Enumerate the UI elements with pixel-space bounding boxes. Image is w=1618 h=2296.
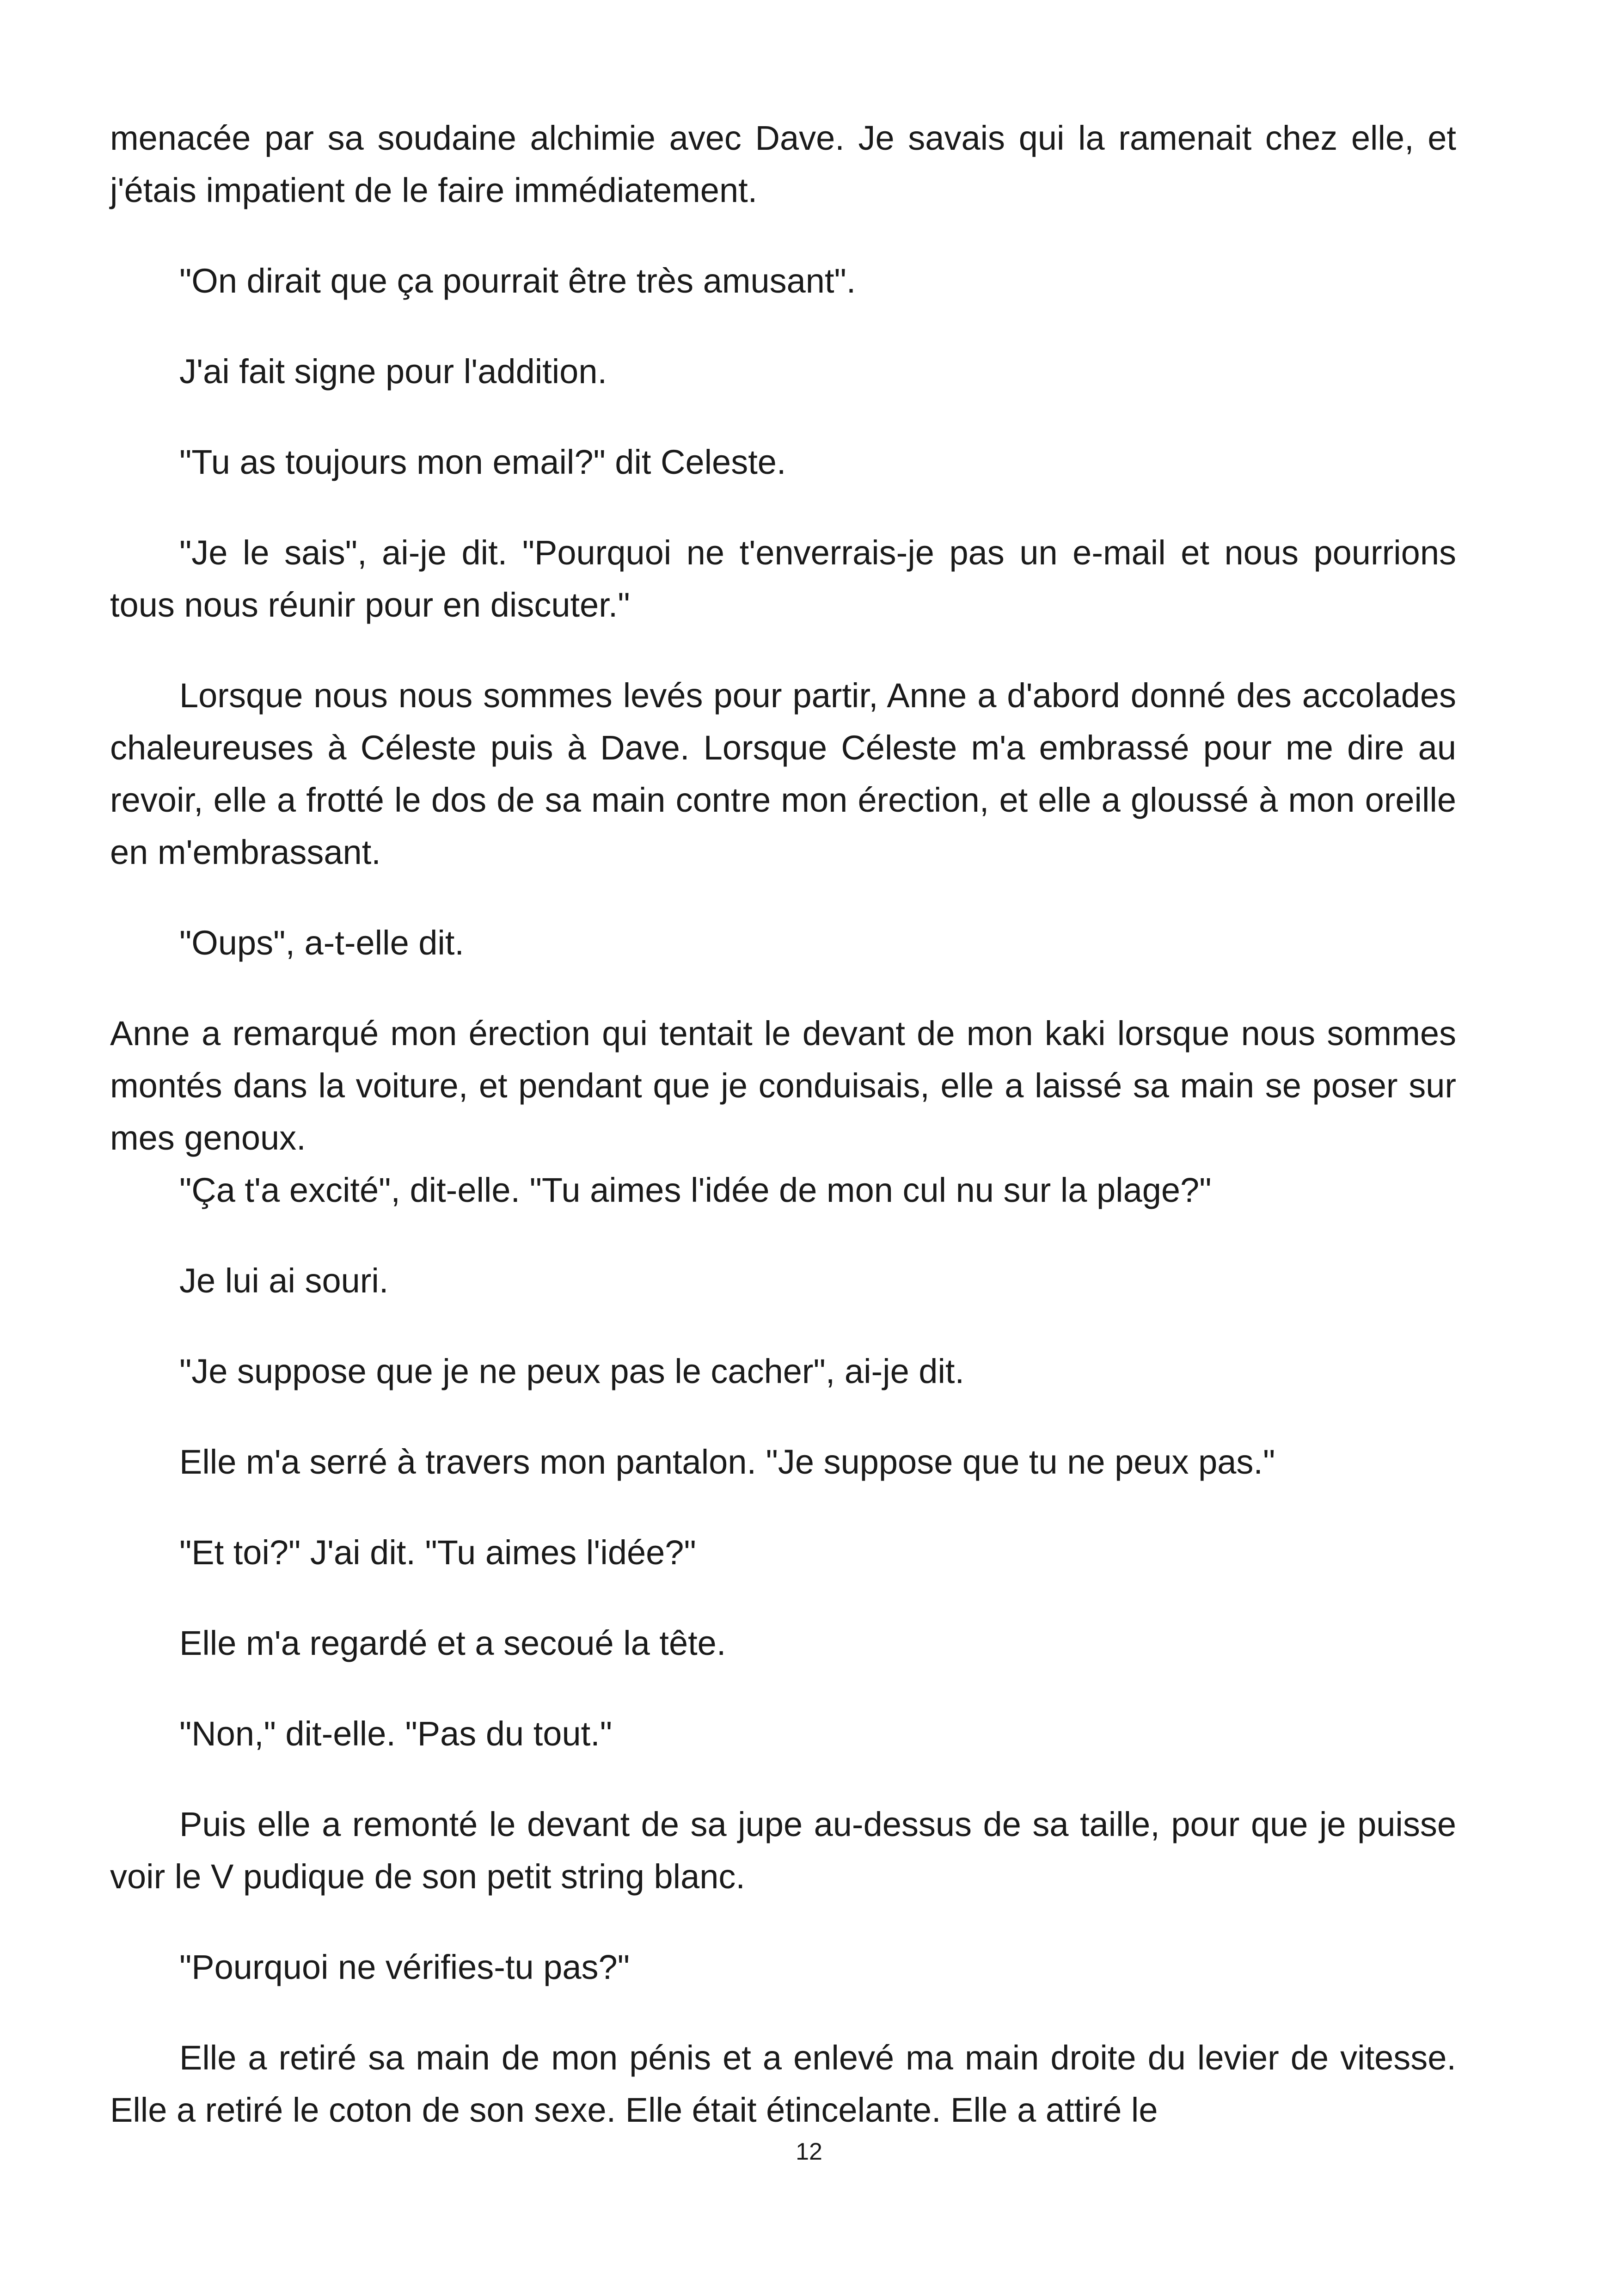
paragraph-1: menacée par sa soudaine alchimie avec Dave. Je savais qui la ramenait chez elle, et j'étais impatient de le faire immédiatement. [110,119,1456,209]
paragraph-10: Je lui ai souri. [179,1261,389,1300]
paragraph-3: J'ai fait signe pour l'addition. [179,352,607,391]
paragraph-2: "On dirait que ça pourrait être très amusant". [179,262,856,300]
paragraph-6: Lorsque nous nous sommes levés pour partir, Anne a d'abord donné des accolades chaleureuses à Céleste puis à Dave. Lorsque Céleste m'a embrassé pour me dire au revoir, elle a frotté le dos de sa main contre mon érection, et elle a gloussé à mon oreille en m'embrassant. [110,676,1456,871]
body-text [110,112,1456,2136]
paragraph-4: "Tu as toujours mon email?" dit Celeste. [179,443,786,481]
paragraph-7: "Oups", a-t-elle dit. [179,924,464,962]
page-number: 12 [796,2138,822,2165]
paragraph-13: "Et toi?" J'ai dit. "Tu aimes l'idée?" [179,1533,696,1572]
paragraph-9: "Ça t'a excité", dit-elle. "Tu aimes l'idée de mon cul nu sur la plage?" [179,1171,1212,1209]
paragraph-15: "Non," dit-elle. "Pas du tout." [179,1714,612,1753]
paragraph-8: Anne a remarqué mon érection qui tentait le devant de mon kaki lorsque nous sommes montés dans la voiture, et pendant que je conduisais, elle a laissé sa main se poser sur mes genoux. [110,1014,1456,1157]
paragraph-18: Elle a retiré sa main de mon pénis et a enlevé ma main droite du levier de vitesse. Elle a retiré le coton de son sexe. Elle était étincelante. Elle a attiré le [110,2039,1456,2129]
paragraph-5: "Je le sais", ai-je dit. "Pourquoi ne t'enverrais-je pas un e-mail et nous pourrions tous nous réunir pour en discuter." [110,533,1456,624]
paragraph-17: "Pourquoi ne vérifies-tu pas?" [179,1948,630,1986]
paragraph-14: Elle m'a regardé et a secoué la tête. [179,1624,726,1662]
paragraph-11: "Je suppose que je ne peux pas le cacher", ai-je dit. [179,1352,965,1390]
paragraph-16: Puis elle a remonté le devant de sa jupe au-dessus de sa taille, pour que je puisse voir le V pudique de son petit string blanc. [110,1805,1456,1896]
paragraph-12: Elle m'a serré à travers mon pantalon. "Je suppose que tu ne peux pas." [179,1443,1275,1481]
